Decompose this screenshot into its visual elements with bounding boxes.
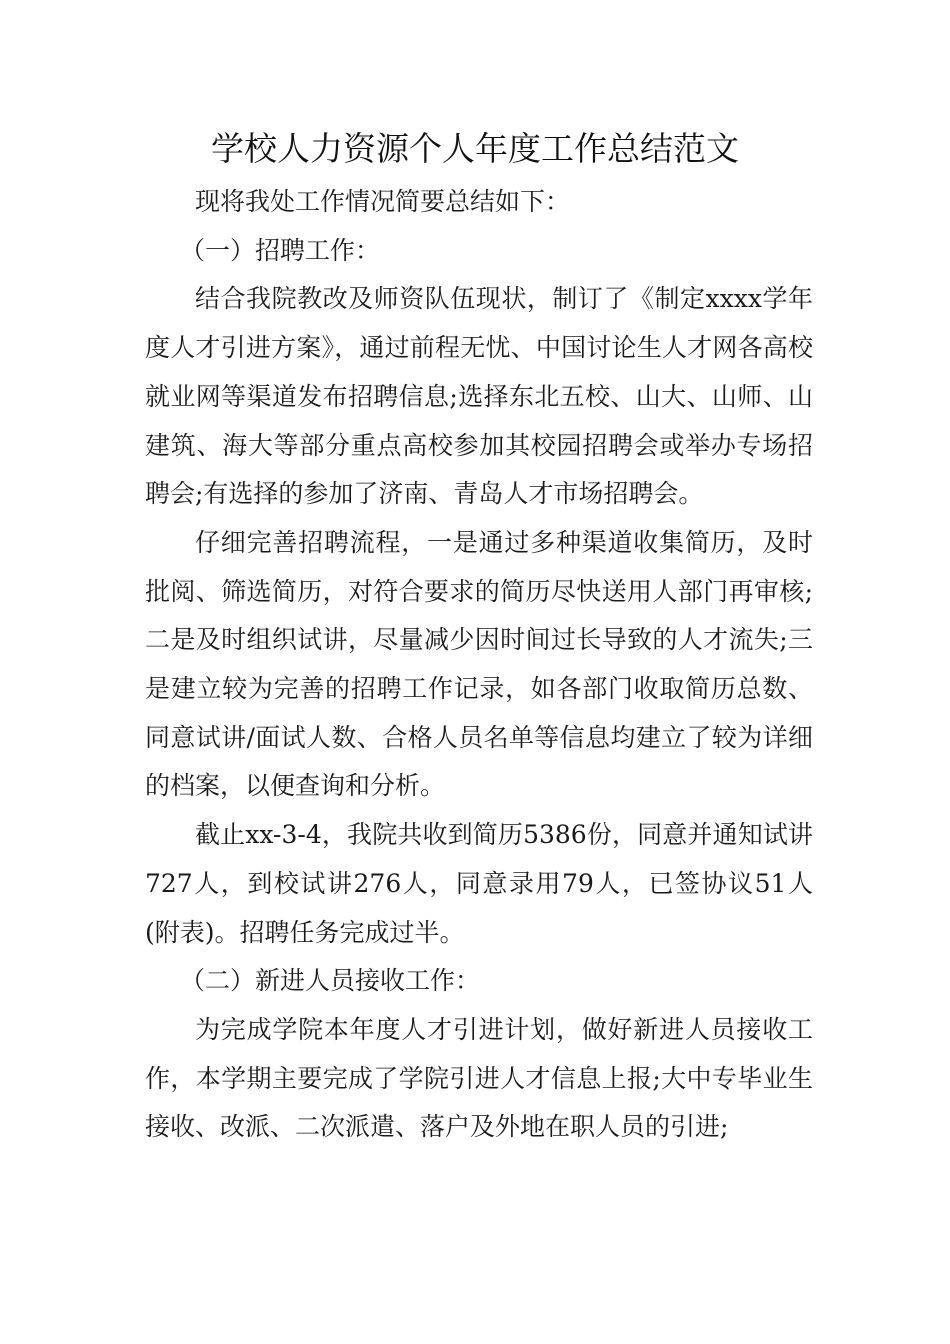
- section-heading-recruitment: （一）招聘工作：: [180, 235, 381, 265]
- section-heading-onboarding: （二）新进人员接收工作：: [180, 966, 481, 996]
- paragraph-recruitment-channels: 结合我院教改及师资队伍现状，制订了《制定xxxx学年度人才引进方案》，通过前程无忧、中国讨论生人才网各高校就业网等渠道发布招聘信息;选择东北五校、山大、山师、山建筑、海大等部分重点高校参加其校园招聘会或举办专场招聘会;有选择的参加了济南、青岛人才市场招聘会。: [145, 284, 813, 509]
- paragraph-recruitment-stats: 截止xx-3-4，我院共收到简历5386份，同意并通知试讲727人，到校试讲276人，同意录用79人，已签协议51人(附表)。招聘任务完成过半。: [145, 820, 813, 947]
- paragraph-onboarding: 为完成学院本年度人才引进计划，做好新进人员接收工作，本学期主要完成了学院引进人才信息上报;大中专毕业生接收、改派、二次派遣、落户及外地在职人员的引进;: [145, 1014, 813, 1142]
- paragraph-recruitment-process: 仔细完善招聘流程，一是通过多种渠道收集简历，及时批阅、筛选简历，对符合要求的简历尽快送用人部门再审核;二是及时组织试讲，尽量减少因时间过长导致的人才流失;三是建立较为完善的招聘工作记录，如各部门收取简历总数、同意试讲/面试人数、合格人员名单等信息均建立了较为详细的档案，以便查询和分析。: [145, 527, 813, 801]
- intro-paragraph: 现将我处工作情况简要总结如下：: [195, 187, 571, 216]
- document-body: [145, 178, 813, 1152]
- document-title: 学校人力资源个人年度工作总结范文: [211, 129, 739, 168]
